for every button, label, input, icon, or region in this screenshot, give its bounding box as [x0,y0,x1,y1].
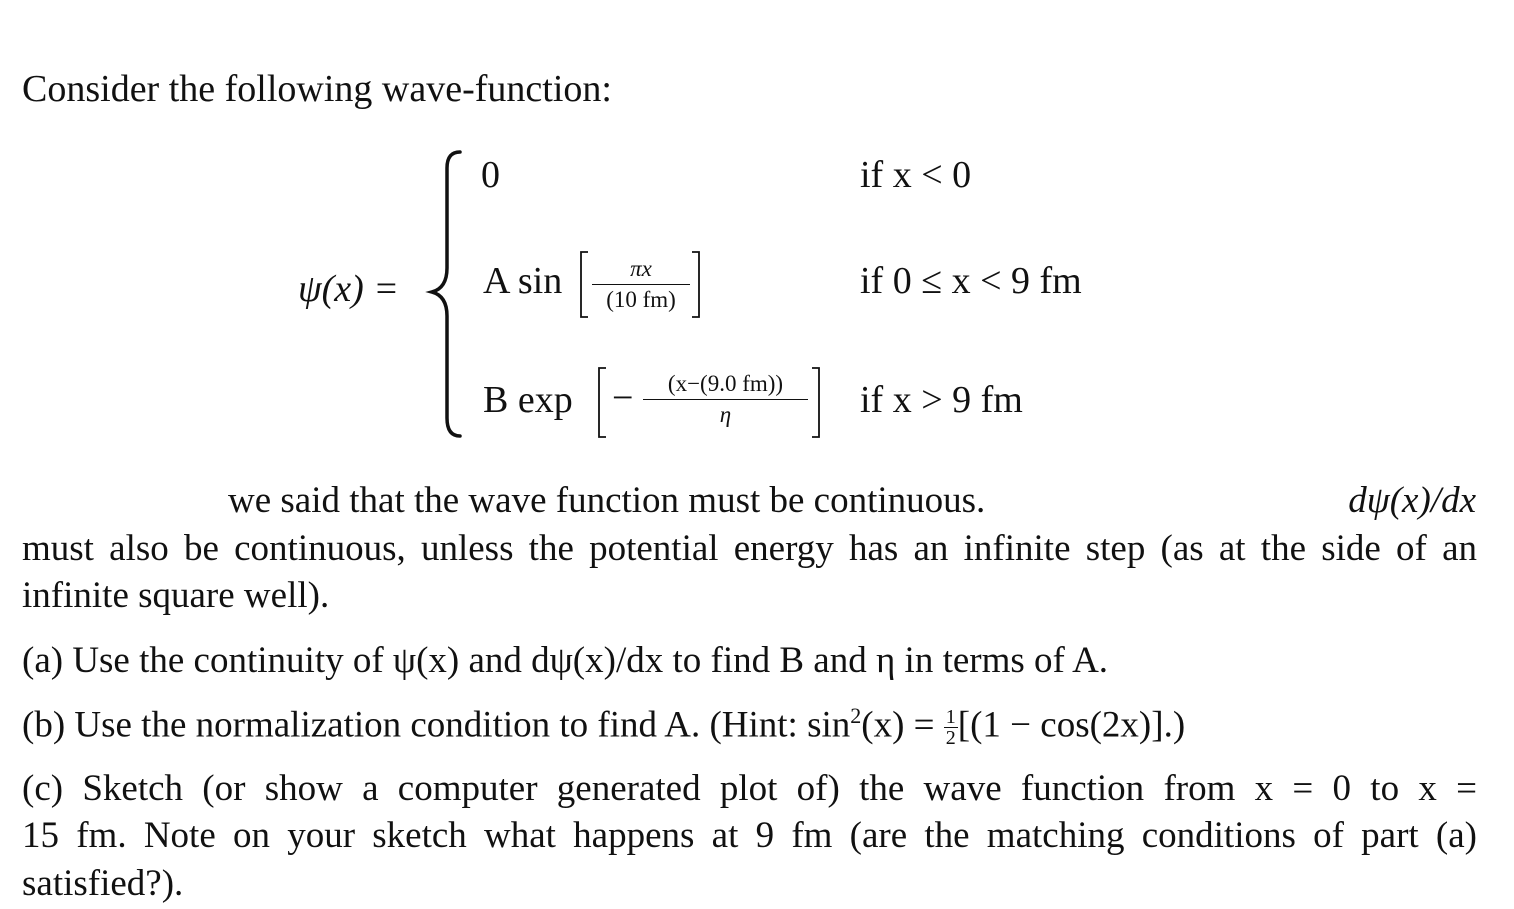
question-b-end: [(1 − cos(2x)].) [957,704,1186,746]
question-b-exponent: 2 [850,703,862,728]
question-a: (a) Use the continuity of ψ(x) and dψ(x)/dx to find B and η in terms of A. [22,640,1109,681]
case-3-numerator: (x−(9.0 fm)) [643,371,808,400]
bracket-left-sin [581,252,588,317]
bracket-right-exp [812,368,819,437]
equation-lhs: ψ(x) = [298,268,399,310]
paragraph-derivative: dψ(x)/dx [1348,480,1476,521]
question-c-line-3: satisfied?). [22,863,184,904]
case-2-prefix: A sin [483,260,563,302]
question-b-fraction [944,707,958,748]
case-2-condition: if 0 ≤ x < 9 fm [860,260,1082,302]
paragraph-line-1: we said that the wave function must be continuous. [228,480,986,521]
case-3-condition: if x > 9 fm [860,379,1023,421]
case-3-fraction [643,371,808,428]
intro-text: Consider the following wave-function: [22,68,612,110]
case-3-prefix: B exp [483,379,573,421]
case-3-denominator: η [719,402,732,427]
case-2-numerator: πx [592,256,690,285]
question-b [22,703,1185,748]
paragraph-line-2: must also be continuous, unless the potential energy has an infinite step (as at the side of an [22,528,1477,569]
question-b-frac-num: 1 [945,706,956,729]
question-b-text: (b) Use the normalization condition to find A. (Hint: sin [22,704,851,746]
bracket-right-sin [692,252,699,317]
case-3-minus: − [612,377,634,419]
case-2-denominator: (10 fm) [606,287,676,312]
case-2-fraction [592,256,690,313]
case-1-condition: if x < 0 [860,154,972,196]
bracket-left-exp [599,368,606,437]
paragraph-line-3: infinite square well). [22,575,330,616]
left-brace [432,152,460,436]
question-b-middle: (x) = [861,704,944,746]
question-b-frac-den: 2 [945,727,956,750]
case-1-expr: 0 [481,154,500,196]
question-c-line-1: (c) Sketch (or show a computer generated plot of) the wave function from x = 0 to x = [22,768,1477,809]
question-c-line-2: 15 fm. Note on your sketch what happens at 9 fm (are the matching conditions of part (a) [22,815,1477,856]
